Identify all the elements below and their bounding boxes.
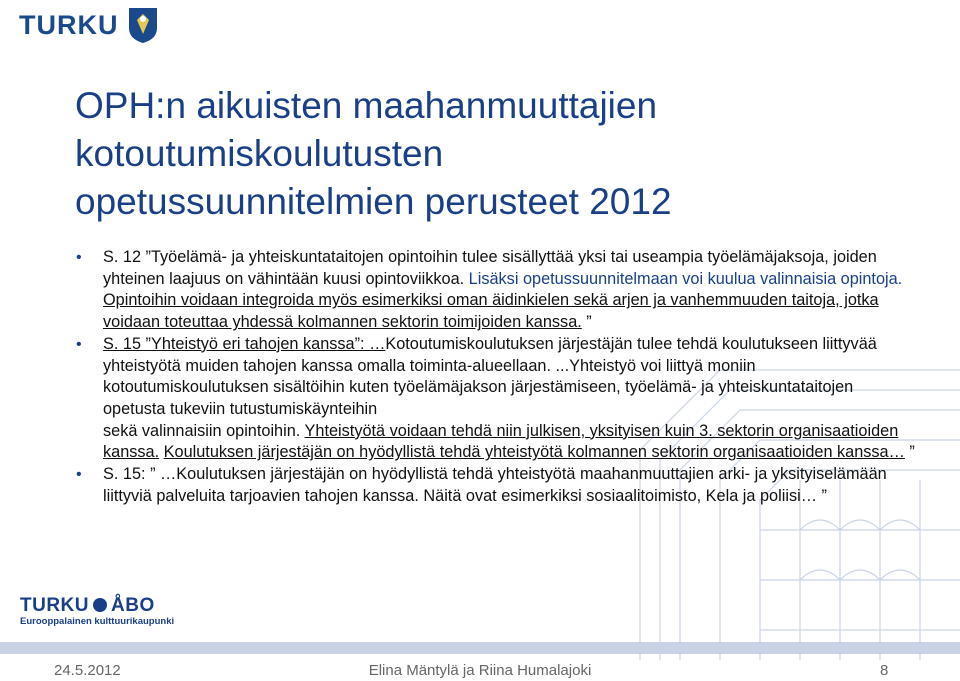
footer-page-number: 8 [880,662,889,679]
bullet-dot: • [76,249,82,266]
title-line-1: OPH:n aikuisten maahanmuuttajien [75,85,658,126]
bullet-1-text-b: Lisäksi opetussuunnitelmaan voi kuulua valinnaisia opintoja. [468,269,903,288]
turku-logo [19,4,159,46]
bullet-item [76,247,916,334]
bullet-2-text-g: Koulutuksen järjestäjän on hyödyllistä tehdä yhteistyötä kolmannen sektorin organisaatioiden kanssa… [163,443,905,462]
footer-date: 24.5.2012 [54,662,121,679]
bullet-item [76,334,916,464]
footer-authors: Elina Mäntylä ja Riina Humalajoki [368,662,592,679]
title-line-3: opetussuunnitelmien perusteet 2012 [75,181,672,222]
bullet-2-text-h: ” [904,443,915,462]
title-line-2: kotoutumiskoulutusten [75,133,444,174]
footer-logo-subtitle: Eurooppalainen kulttuurikaupunki [20,616,175,627]
bullet-2-text-a: S. 15 ”Yhteistyö eri tahojen kanssa”: … [103,334,386,353]
footer-divider [0,642,960,654]
slide-title [75,82,915,226]
bullet-2-text-d: sekä valinnaisiin opintoihin. [103,421,305,440]
footer-logo-right: ÅBO [111,595,155,616]
slide-content [76,247,916,507]
bullet-3-text-b: ” [816,486,827,505]
logo-dot-icon [93,598,107,612]
bullet-2-text-b: Kotoutumiskoulutuksen järjestäjän tulee tehdä koulutukseen liittyvää yhteistyötä muiden tahojen kanssa omalla toiminta-alueellaan. [103,334,877,375]
bullet-dot: • [76,335,82,353]
turku-crest-icon [127,6,159,44]
bullet-3-text-a: S. 15: ” …Koulutuksen järjestäjän on hyödyllistä tehdä yhteistyötä maahanmuuttajien arki- ja yksityiselämään liittyviä palveluita tarjoavien tahojen kanssa. Näitä ovat esimerkiksi sosiaalitoimisto, Kela ja poliisi… [103,465,887,505]
logo-text: TURKU [19,9,119,40]
bullet-2-text-c: ...Yhteistyö voi liittyä moniin kotoutumiskoulutuksen sisältöihin kuten työelämäjakson järjestämiseen, työelämä- ja yhteiskuntataitojen opetusta tukeviin tutustumiskäynteihin [103,356,854,418]
bullet-item [76,464,916,507]
bullet-dot: • [76,466,82,484]
bullet-1-text-a: S. 12 ”Työelämä- ja yhteiskuntataitojen opintoihin tulee sisällyttää yksi tai useampia työelämäjaksoja, joiden yhteinen laajuus on vähintään kuusi opintoviikkoa. [103,248,877,288]
bullet-1-text-d: ” [581,313,592,332]
bullet-1-text-c: Opintoihin voidaan integroida myös esimerkiksi oman äidinkielen sekä arjen ja vanhemmuuden taitoja, jotka voidaan toteuttaa yhdessä kolmannen sektorin toimijoiden kanssa. [103,291,879,332]
bullet-2-text-e: Yhteistyötä voidaan tehdä niin julkisen, yksityisen kuin 3. sektorin organisaatioiden kanssa. [103,421,899,462]
footer-logo-left: TURKU [20,595,89,616]
